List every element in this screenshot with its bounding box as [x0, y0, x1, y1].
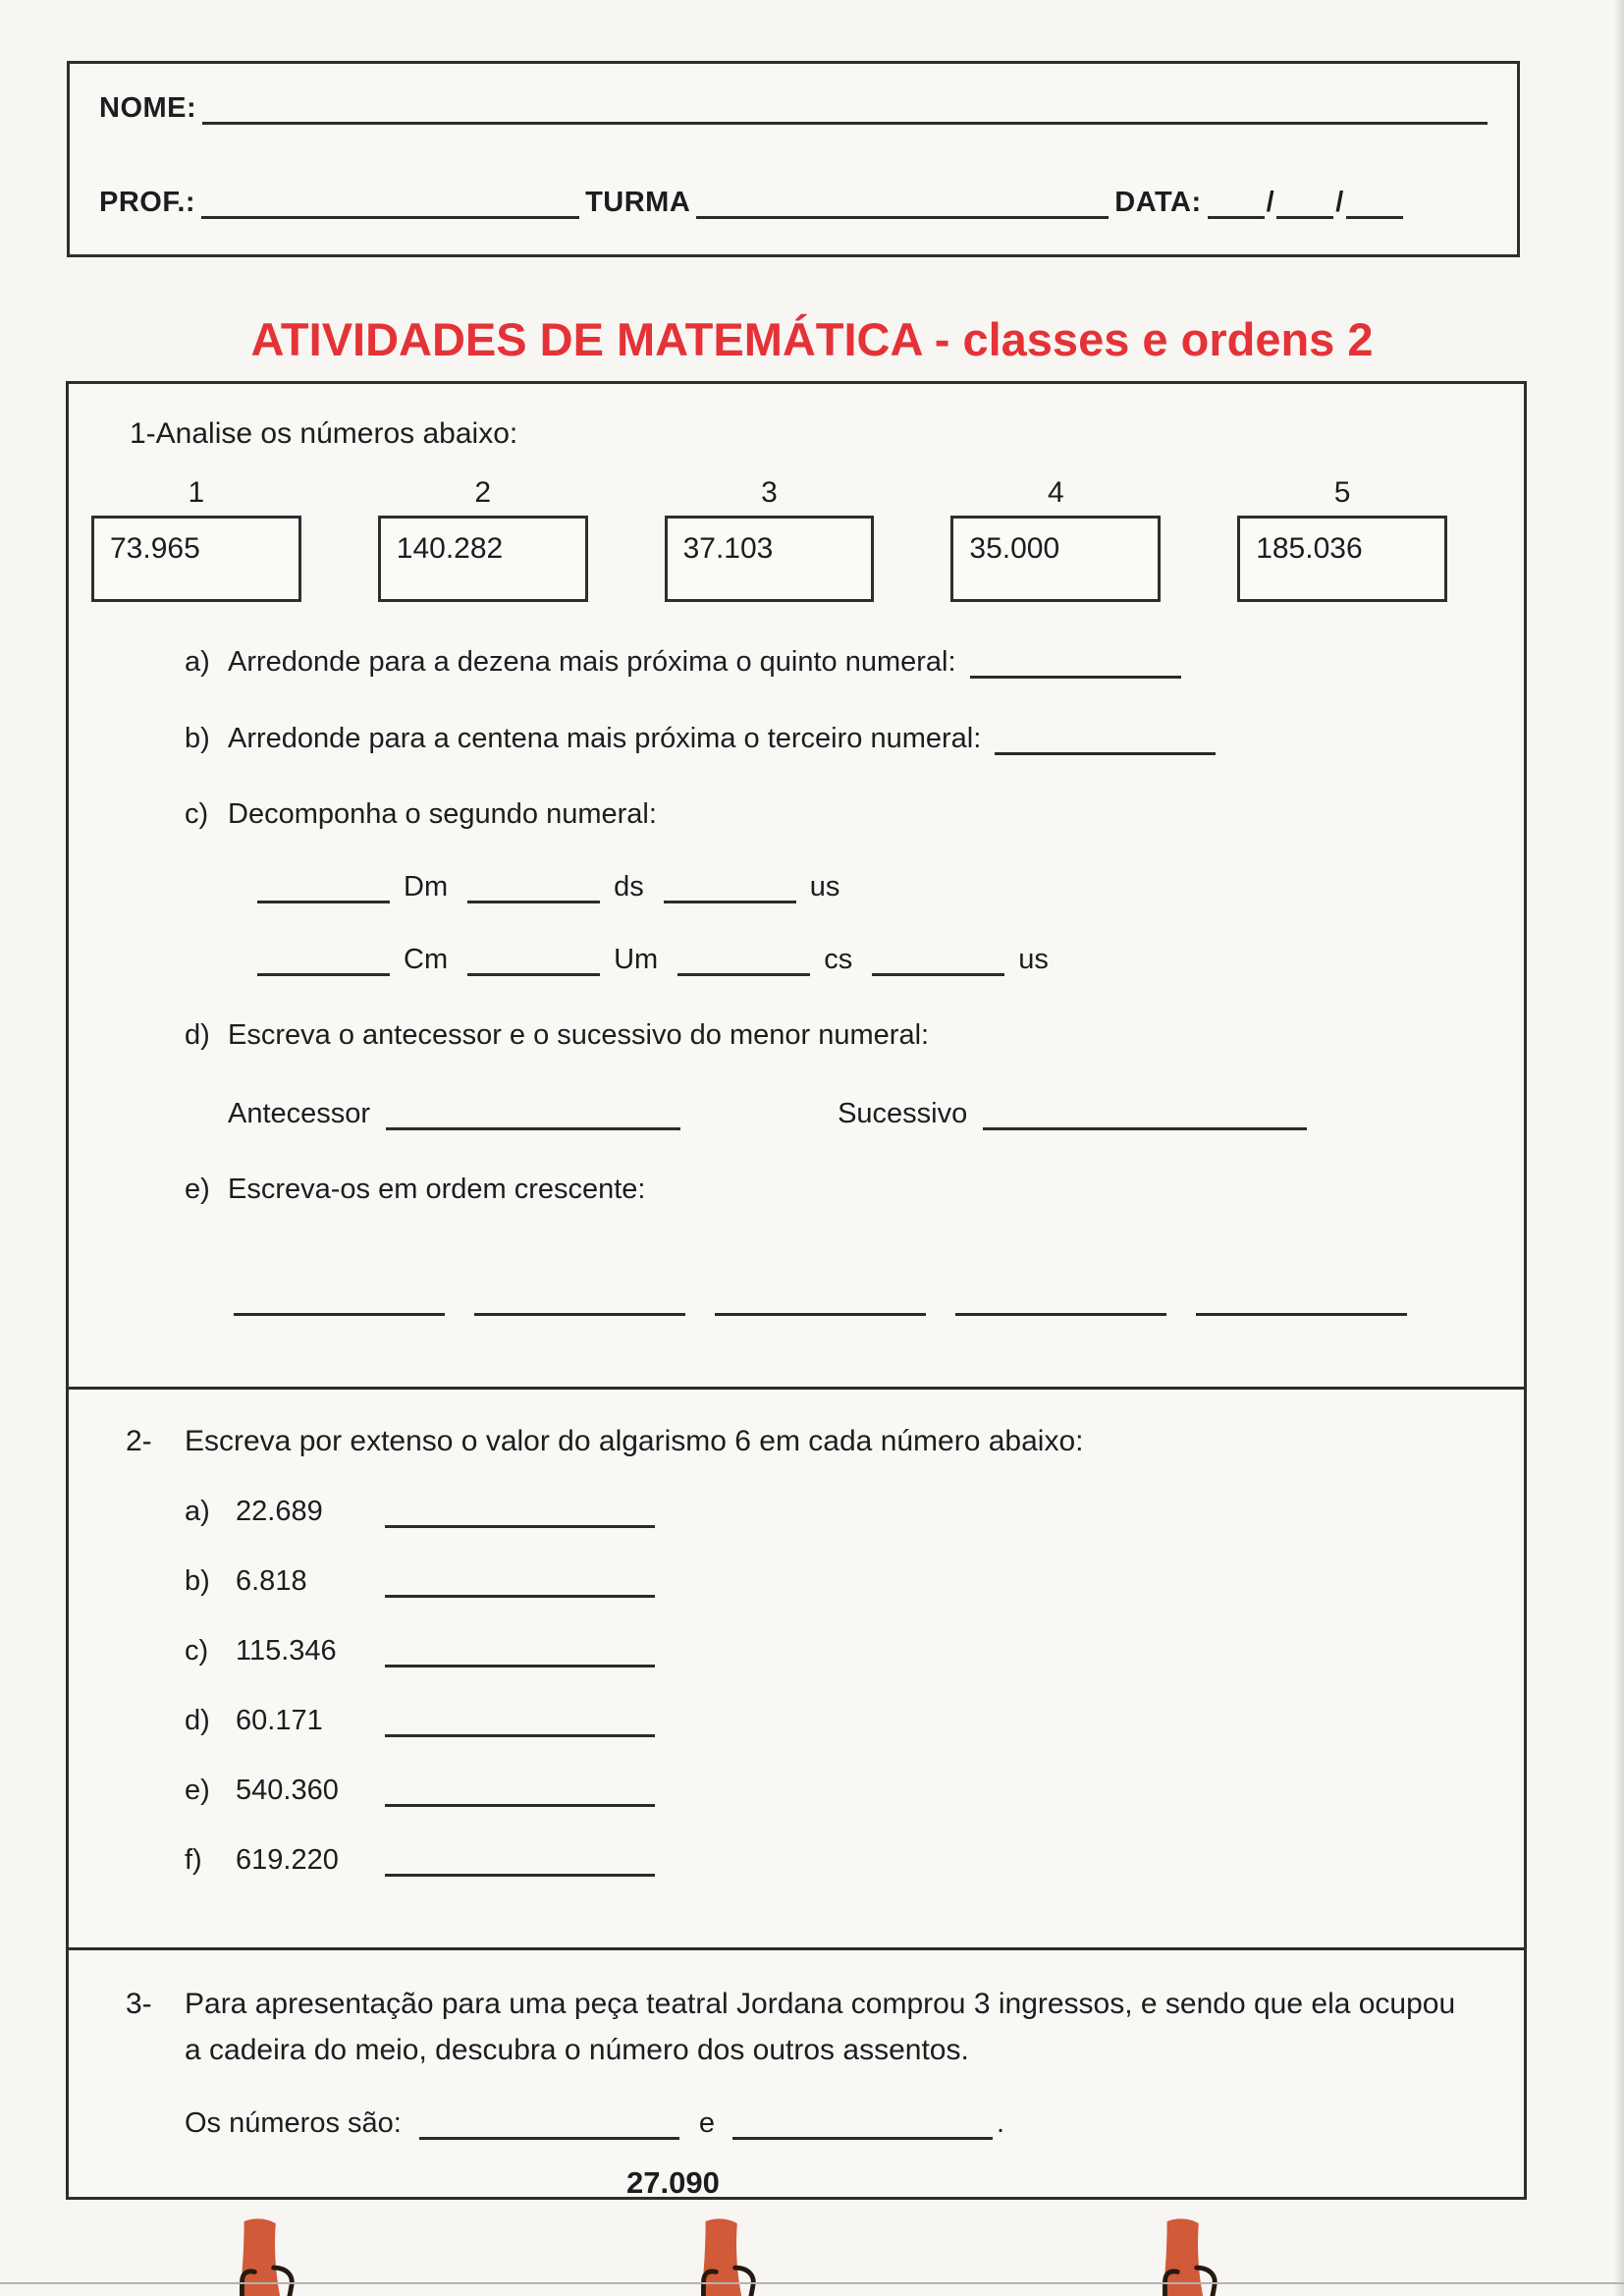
unit-label: Dm: [404, 871, 449, 902]
q2-item: [185, 1704, 1524, 1737]
scan-artifact: [0, 2282, 1624, 2284]
answer-blank[interactable]: [474, 1283, 685, 1316]
item-text: Decomponha o segundo numeral:: [228, 798, 657, 830]
numeral-index-row: [91, 476, 1524, 510]
unit-label: cs: [824, 944, 853, 975]
answer-blank[interactable]: [1196, 1283, 1407, 1316]
numeral-index: 5: [1333, 476, 1351, 509]
item-letter: b): [185, 1565, 210, 1597]
answer-blank[interactable]: [385, 1634, 655, 1667]
unit-label: ds: [614, 871, 644, 902]
item-letter: d): [185, 1705, 210, 1736]
q1-item-b: [185, 722, 1524, 755]
item-letter: e): [185, 1775, 210, 1806]
unit-label: us: [809, 871, 840, 902]
ascending-order-blanks: [234, 1283, 1524, 1316]
item-text: Arredonde para a centena mais próxima o terceiro numeral:: [228, 723, 982, 754]
answer-blank[interactable]: [257, 870, 390, 903]
q1-item-c: [185, 798, 1524, 831]
data-label: DATA:: [1114, 187, 1202, 218]
q1-item-a: [185, 645, 1524, 679]
unit-label: us: [1018, 944, 1049, 975]
q1-item-e: [185, 1174, 1524, 1206]
q3-prompt: [126, 1982, 1467, 2073]
name-blank[interactable]: [202, 91, 1488, 125]
answer-blank[interactable]: [467, 943, 600, 976]
item-letter: a): [185, 646, 210, 678]
unit-label: Um: [614, 944, 659, 975]
answer-blank[interactable]: [234, 1283, 445, 1316]
item-letter: d): [185, 1019, 210, 1051]
prof-label: PROF.:: [99, 187, 196, 218]
numeral-box: 73.965: [91, 516, 301, 602]
date-slash: /: [1335, 187, 1344, 218]
answer-blank[interactable]: [386, 1097, 680, 1130]
turma-label: TURMA: [585, 187, 691, 218]
answer-blank[interactable]: [385, 1774, 655, 1807]
page-title: ATIVIDADES DE MATEMÁTICA - classes e ordens 2: [250, 313, 1374, 365]
antecessor-sucessivo-row: [228, 1097, 1524, 1130]
answer-blank[interactable]: [983, 1097, 1307, 1130]
answer-blank[interactable]: [385, 1704, 655, 1737]
answer-blank[interactable]: [385, 1564, 655, 1598]
q2-item: [185, 1843, 1524, 1877]
decompose-row-2: [257, 943, 1524, 976]
answer-blank[interactable]: [385, 1495, 655, 1528]
question-number: 3-: [126, 1988, 152, 2020]
numeral-box-row: [91, 516, 1524, 602]
item-letter: e): [185, 1174, 210, 1205]
q3-answer-row: [185, 2106, 1524, 2140]
numeral-box: 185.036: [1237, 516, 1447, 602]
q2-item: [185, 1774, 1524, 1807]
answer-label: Os números são:: [185, 2107, 402, 2139]
period: .: [996, 2107, 1005, 2139]
item-letter: a): [185, 1496, 210, 1527]
date-year-blank[interactable]: [1346, 186, 1403, 219]
numeral-index: 2: [474, 476, 492, 509]
numeral-box: 35.000: [950, 516, 1161, 602]
item-letter: f): [185, 1844, 202, 1876]
name-label: NOME:: [99, 92, 197, 124]
student-info-box: [67, 61, 1520, 257]
name-row: [99, 91, 1488, 125]
question-text: Escreva por extenso o valor do algarismo 6 em cada número abaixo:: [185, 1425, 1084, 1457]
q2-item: [185, 1495, 1524, 1528]
answer-blank[interactable]: [677, 943, 810, 976]
q2-prompt: [126, 1425, 1524, 1458]
exercises-box: [66, 381, 1527, 2200]
numeral-box: 140.282: [378, 516, 588, 602]
antecessor-label: Antecessor: [228, 1098, 371, 1129]
answer-blank[interactable]: [385, 1843, 655, 1877]
answer-blank[interactable]: [467, 870, 600, 903]
scan-artifact: [1614, 0, 1624, 2296]
item-number: 22.689: [236, 1496, 323, 1527]
answer-blank[interactable]: [732, 2106, 993, 2140]
q1-prompt: 1-Analise os números abaixo:: [130, 417, 518, 450]
section-divider: [69, 1387, 1524, 1390]
q1-item-d: [185, 1019, 1524, 1052]
date-month-blank[interactable]: [1276, 186, 1333, 219]
item-letter: c): [185, 798, 209, 830]
question-number: 2-: [126, 1425, 152, 1457]
prof-blank[interactable]: [201, 186, 579, 219]
date-slash: /: [1266, 187, 1275, 218]
connector-label: e: [698, 2107, 715, 2139]
question-text: Para apresentação para uma peça teatral Jordana comprou 3 ingressos, e sendo que ela ocupou a cadeira do meio, descubra o número dos outros assentos.: [185, 1988, 1456, 2066]
decompose-row-1: [257, 870, 1524, 903]
q2-item: [185, 1564, 1524, 1598]
item-number: 540.360: [236, 1775, 339, 1806]
item-letter: b): [185, 723, 210, 754]
turma-blank[interactable]: [696, 186, 1109, 219]
answer-blank[interactable]: [872, 943, 1004, 976]
answer-blank[interactable]: [970, 645, 1181, 679]
item-number: 60.171: [236, 1705, 323, 1736]
numeral-index: 1: [188, 476, 205, 509]
unit-label: Cm: [404, 944, 449, 975]
answer-blank[interactable]: [995, 722, 1216, 755]
item-text: Escreva-os em ordem crescente:: [228, 1174, 646, 1205]
section-divider: [69, 1947, 1524, 1950]
item-text: Arredonde para a dezena mais próxima o quinto numeral:: [228, 646, 956, 678]
item-letter: c): [185, 1635, 209, 1667]
sucessivo-label: Sucessivo: [838, 1098, 968, 1129]
answer-blank[interactable]: [257, 943, 390, 976]
item-number: 115.346: [236, 1635, 337, 1667]
answer-blank[interactable]: [955, 1283, 1166, 1316]
numeral-index: 3: [761, 476, 778, 509]
q2-item: [185, 1634, 1524, 1667]
item-text: Escreva o antecessor e o sucessivo do menor numeral:: [228, 1019, 930, 1051]
middle-seat-number: 27.090: [626, 2165, 720, 2200]
answer-blank[interactable]: [664, 870, 796, 903]
date-day-blank[interactable]: [1208, 186, 1265, 219]
numeral-index: 4: [1047, 476, 1064, 509]
item-number: 619.220: [236, 1844, 339, 1876]
answer-blank[interactable]: [715, 1283, 926, 1316]
answer-blank[interactable]: [419, 2106, 679, 2140]
numeral-box: 37.103: [665, 516, 875, 602]
prof-row: [99, 186, 1488, 219]
item-number: 6.818: [236, 1565, 307, 1597]
